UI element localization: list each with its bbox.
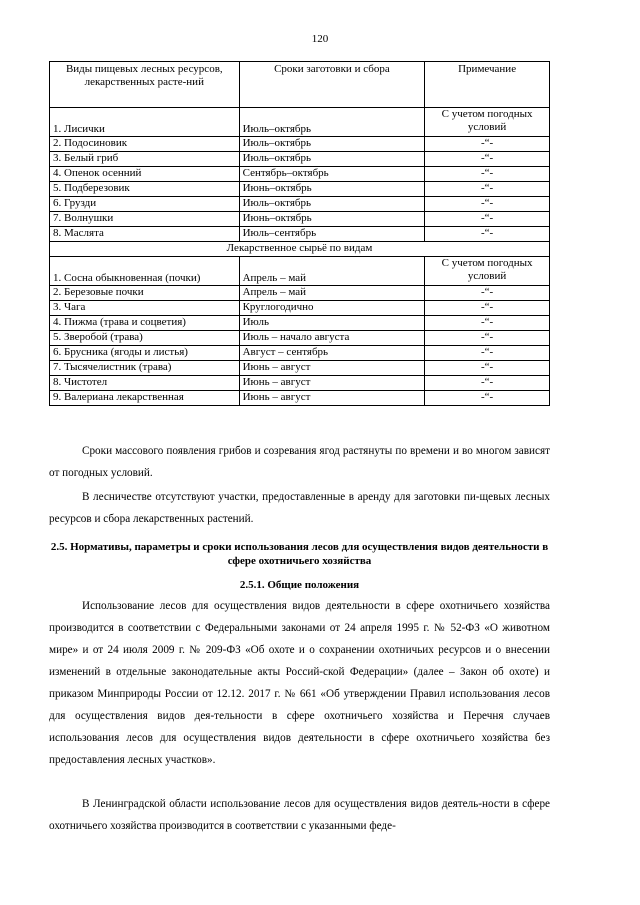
- paragraph-no-lease: В лесничестве отсутствуют участки, предоставленные в аренду для заготовки пи-щевых лесных ресурсов и сбора лекарственных растений.: [49, 491, 550, 525]
- cell-period: Июль–сентябрь: [239, 227, 425, 242]
- cell-period: Июль–октябрь: [239, 137, 425, 152]
- header-cell-period: Сроки заготовки и сбора: [239, 62, 425, 108]
- cell-resource: 8. Чистотел: [50, 376, 240, 391]
- table-row: [50, 331, 550, 346]
- cell-note: -“-: [425, 316, 550, 331]
- cell-resource: 5. Зверобой (трава): [50, 331, 240, 346]
- table-section-row: [50, 242, 550, 257]
- table-row: [50, 182, 550, 197]
- cell-note: -“-: [425, 391, 550, 406]
- table-row: [50, 391, 550, 406]
- cell-period: Июль – начало августа: [239, 331, 425, 346]
- cell-period: Июль–октябрь: [239, 152, 425, 167]
- cell-note: -“-: [425, 167, 550, 182]
- cell-note: -“-: [425, 376, 550, 391]
- cell-resource: 7. Волнушки: [50, 212, 240, 227]
- cell-resource: 7. Тысячелистник (трава): [50, 361, 240, 376]
- cell-period: Июнь–октябрь: [239, 182, 425, 197]
- cell-note: -“-: [425, 331, 550, 346]
- cell-resource: 4. Опенок осенний: [50, 167, 240, 182]
- cell-resource: 1. Лисички: [50, 108, 240, 137]
- cell-resource: 3. Белый гриб: [50, 152, 240, 167]
- table-row: [50, 376, 550, 391]
- header-cell-resource-type: Виды пищевых лесных ресурсов, лекарственных расте-ний: [50, 62, 240, 108]
- cell-resource: 9. Валериана лекарственная: [50, 391, 240, 406]
- cell-period: Август – сентябрь: [239, 346, 425, 361]
- cell-period: Июнь – август: [239, 376, 425, 391]
- cell-note: -“-: [425, 182, 550, 197]
- section-title-cell: Лекарственное сырьё по видам: [50, 242, 550, 257]
- cell-period: Июнь – август: [239, 361, 425, 376]
- cell-resource: 1. Сосна обыкновенная (почки): [50, 257, 240, 286]
- subsection-heading: 2.5.1. Общие положения: [239, 579, 360, 591]
- header-cell-note: Примечание: [425, 62, 550, 108]
- cell-period: Июнь – август: [239, 391, 425, 406]
- table-header-row: [50, 62, 550, 108]
- table-row: [50, 316, 550, 331]
- cell-resource: 8. Маслята: [50, 227, 240, 242]
- cell-resource: 6. Брусника (ягоды и листья): [50, 346, 240, 361]
- cell-period: Июль: [239, 316, 425, 331]
- table-row: [50, 152, 550, 167]
- section-heading: 2.5. Нормативы, параметры и сроки использования лесов для осуществления видов деятельности в сфере охотничьего хозяйства: [50, 541, 549, 567]
- table-row: [50, 346, 550, 361]
- cell-resource: 5. Подберезовик: [50, 182, 240, 197]
- cell-resource: 4. Пижма (трава и соцветия): [50, 316, 240, 331]
- resources-table: [49, 61, 550, 406]
- cell-period: Июль–октябрь: [239, 197, 425, 212]
- cell-note: -“-: [425, 301, 550, 316]
- table-row: [50, 301, 550, 316]
- table-row: [50, 286, 550, 301]
- cell-note: -“-: [425, 361, 550, 376]
- cell-note: -“-: [425, 212, 550, 227]
- paragraph-legal-basis: Использование лесов для осуществления видов деятельности в сфере охотничьего хозяйства производится в соответствии с Федеральными законами от 24 апреля 1995 г. № 52-ФЗ «О животном мире» и от 24 июля 2009 г. № 209-ФЗ «Об охоте и о сохранении охотничьих ресурсов и о внесении изменений в отдельные законодательные акты Россий-ской Федерации» (далее – Закон об охоте) и приказом Минприроды России от 12.12. 2017 г. № 661 «Об утверждении Правил использования лесов для осуществления видов дея-тельности в сфере охотничьего хозяйства и Перечня случаев использования лесов для осуществления видов деятельности в сфере охотничьего хозяйства без предоставления лесных участков».: [49, 600, 550, 766]
- cell-note: -“-: [425, 346, 550, 361]
- cell-period: Апрель – май: [239, 286, 425, 301]
- table-row: [50, 167, 550, 182]
- paragraph-leningrad: В Ленинградской области использование лесов для осуществления видов деятель-ности в сфере охотничьего хозяйства производится в соответствии с указанными феде-: [49, 798, 550, 832]
- cell-period: Июль–октябрь: [239, 108, 425, 137]
- cell-note: -“-: [425, 152, 550, 167]
- table-row: [50, 257, 550, 286]
- cell-note: С учетом погодных условий: [425, 257, 550, 286]
- cell-resource: 3. Чага: [50, 301, 240, 316]
- cell-period: Сентябрь–октябрь: [239, 167, 425, 182]
- cell-note: -“-: [425, 197, 550, 212]
- table-row: [50, 137, 550, 152]
- cell-resource: 2. Березовые почки: [50, 286, 240, 301]
- cell-period: Июнь–октябрь: [239, 212, 425, 227]
- table-row: [50, 212, 550, 227]
- table-row: [50, 227, 550, 242]
- cell-period: Апрель – май: [239, 257, 425, 286]
- cell-note: -“-: [425, 137, 550, 152]
- table-row: [50, 197, 550, 212]
- cell-note: -“-: [425, 227, 550, 242]
- cell-resource: 2. Подосиновик: [50, 137, 240, 152]
- table-row: [50, 361, 550, 376]
- cell-resource: 6. Грузди: [50, 197, 240, 212]
- page-number: 120: [311, 33, 329, 45]
- cell-note: С учетом погодных условий: [425, 108, 550, 137]
- cell-period: Круглогодично: [239, 301, 425, 316]
- cell-note: -“-: [425, 286, 550, 301]
- table-row: [50, 108, 550, 137]
- paragraph-seasonality: Сроки массового появления грибов и созревания ягод растянуты по времени и во многом зависят от погодных условий.: [49, 445, 550, 479]
